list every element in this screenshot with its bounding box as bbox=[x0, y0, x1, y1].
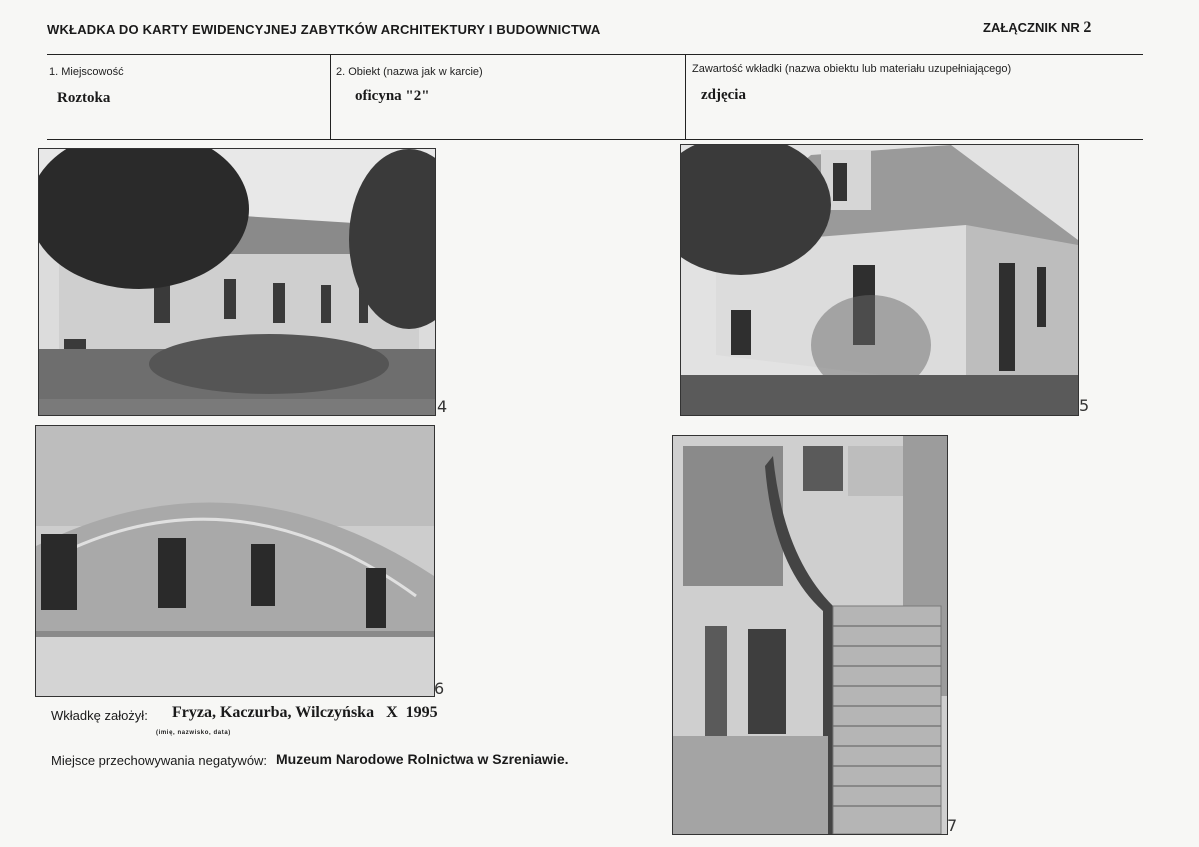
field-divider-1 bbox=[330, 54, 331, 140]
photo-number-4: 4 bbox=[437, 397, 448, 416]
archive-label: Miejsce przechowywania negatywów: bbox=[51, 753, 268, 768]
content-label: Zawartość wkładki (nazwa obiektu lub materiału uzupełniającego) bbox=[692, 63, 1012, 75]
photo-interior-staircase bbox=[672, 435, 948, 835]
object-value: oficyna "2" bbox=[355, 88, 430, 104]
locality-label: 1. Miejscowość bbox=[49, 66, 124, 78]
annex-label bbox=[983, 19, 1091, 37]
photo-number-5: 5 bbox=[1079, 396, 1090, 415]
header-rule-top bbox=[47, 54, 1143, 55]
annex-label-text: ZAŁĄCZNIK NR bbox=[983, 20, 1080, 35]
photo-number-7: 7 bbox=[947, 816, 958, 835]
object-label: 2. Obiekt (nazwa jak w karcie) bbox=[336, 66, 483, 78]
annex-number: 2 bbox=[1083, 19, 1092, 36]
photo-exterior-corner bbox=[680, 144, 1079, 416]
content-value: zdjęcia bbox=[701, 87, 746, 103]
locality-value: Roztoka bbox=[57, 90, 111, 106]
author-value: Fryza, Kaczurba, Wilczyńska X 1995 bbox=[172, 704, 438, 721]
field-divider-2 bbox=[685, 54, 686, 140]
photo-interior-hall bbox=[35, 425, 435, 697]
author-hint: (imię, nazwisko, data) bbox=[156, 730, 231, 736]
author-label: Wkładkę założył: bbox=[51, 708, 148, 723]
header-rule-bottom bbox=[47, 139, 1143, 140]
archive-value: Muzeum Narodowe Rolnictwa w Szreniawie. bbox=[276, 751, 569, 767]
photo-number-6: 6 bbox=[434, 679, 445, 698]
document-title: WKŁADKA DO KARTY EWIDENCYJNEJ ZABYTKÓW ARCHITEKTURY I BUDOWNICTWA bbox=[47, 22, 601, 37]
photo-exterior-facade bbox=[38, 148, 436, 416]
